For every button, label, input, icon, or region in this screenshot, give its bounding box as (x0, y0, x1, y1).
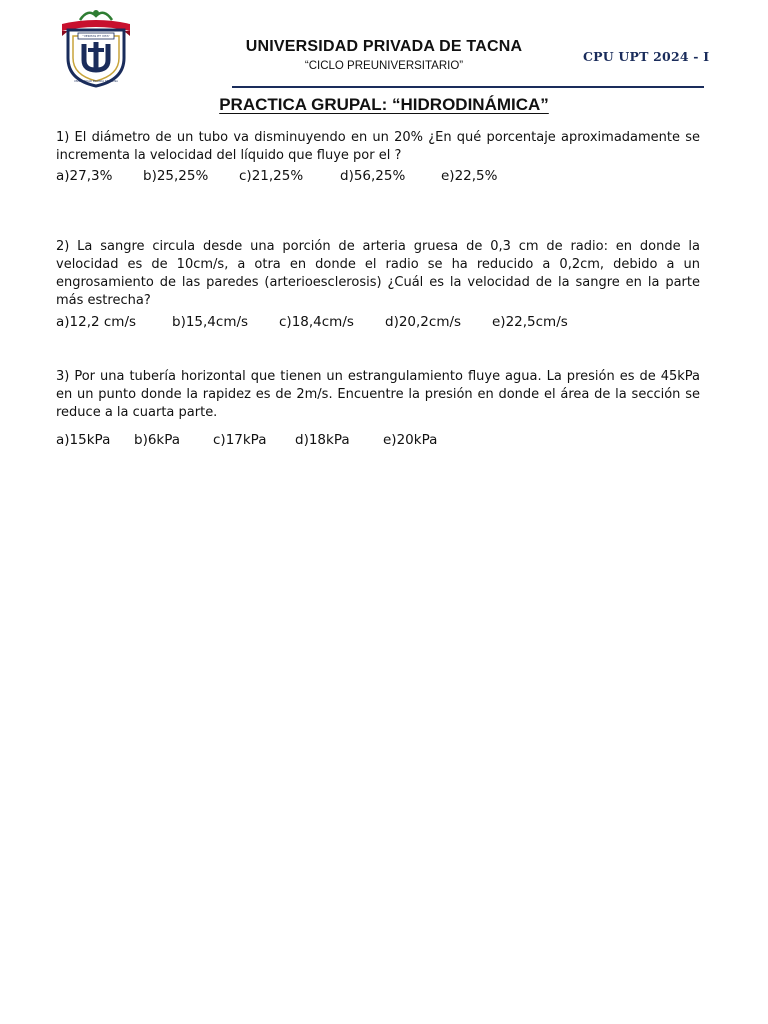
university-logo (60, 6, 132, 88)
option-e: e)20kPa (383, 432, 438, 448)
question-1-options (56, 167, 716, 185)
option-c: c)21,25% (239, 168, 304, 184)
logo-ring-text: UNIVERSIDAD PRIVADA DE TACNA (74, 80, 118, 83)
page-title (60, 95, 708, 115)
question-3: 3) Por una tubería horizontal que tienen un estrangulamiento fluye agua. La presión es de 45kPa en un punto donde la rapidez es de 2m/s. Encuentre la presión en donde el área de la sección se reduce a la cuarta parte. (56, 369, 700, 420)
option-b: b)6kPa (134, 432, 181, 448)
option-e: e)22,5% (441, 168, 498, 184)
option-a: a)12,2 cm/s (56, 314, 137, 330)
question-2: 2) La sangre circula desde una porción de arteria gruesa de 0,3 cm de radio: en donde la velocidad es de 10cm/s, a otra en donde el radio se ha reducido a 0,2cm, debido a un engrosamiento de las paredes (arterioesclerosis) ¿Cuál es la velocidad de la sangre en la parte más estrecha? (56, 239, 700, 308)
option-e: e)22,5cm/s (492, 314, 568, 330)
option-b: b)25,25% (143, 168, 209, 184)
logo-motto: “VERITAS ET VITA” (82, 34, 110, 38)
option-d: d)18kPa (295, 432, 350, 448)
question-1: 1) El diámetro de un tubo va disminuyendo en un 20% ¿En qué porcentaje aproximadamente se incrementa la velocidad del líquido que fluye por el ? (56, 130, 700, 163)
option-d: d)56,25% (340, 168, 406, 184)
option-c: c)18,4cm/s (279, 314, 354, 330)
cycle-subtitle: “CICLO PREUNIVERSITARIO” (304, 60, 464, 72)
question-2-options (56, 313, 716, 331)
option-d: d)20,2cm/s (385, 314, 462, 330)
university-name: UNIVERSIDAD PRIVADA DE TACNA (245, 38, 523, 55)
option-c: c)17kPa (213, 432, 267, 448)
course-code: CPU UPT 2024 - I (583, 49, 710, 64)
title-text: PRACTICA GRUPAL: “HIDRODINÁMICA” (219, 95, 549, 114)
option-a: a)27,3% (56, 168, 113, 184)
header-rule (232, 86, 704, 88)
question-3-options (56, 431, 716, 449)
option-b: b)15,4cm/s (172, 314, 249, 330)
option-a: a)15kPa (56, 432, 111, 448)
